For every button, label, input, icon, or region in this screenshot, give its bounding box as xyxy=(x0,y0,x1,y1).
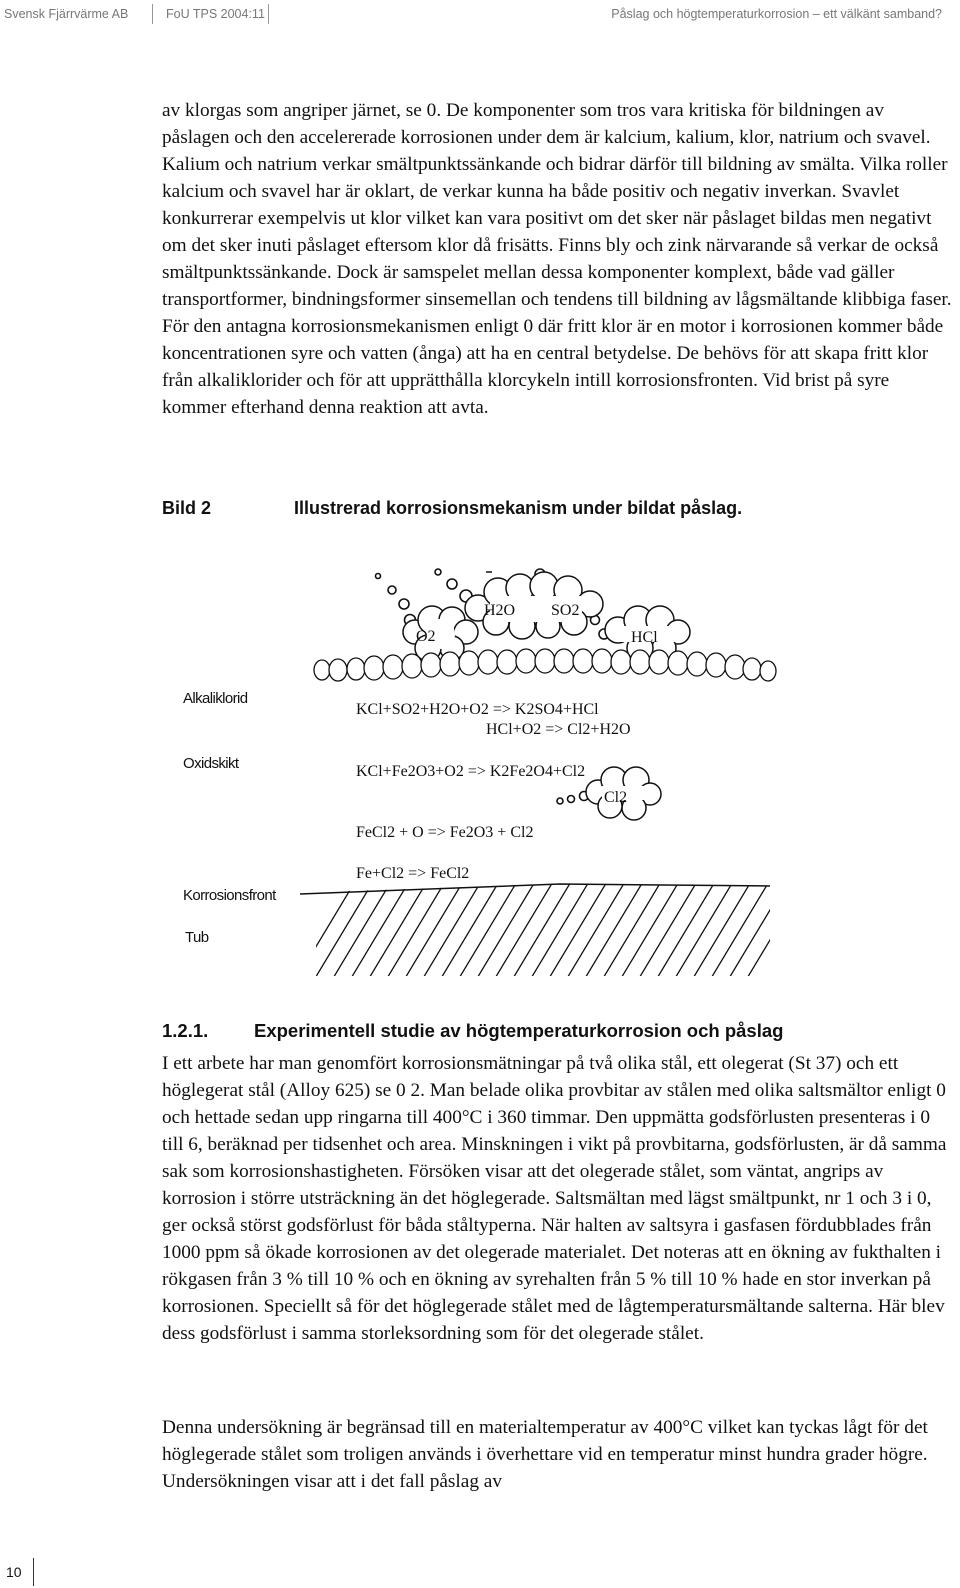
reaction-5: Fe+Cl2 => FeCl2 xyxy=(356,865,470,882)
gas-clouds xyxy=(403,572,690,820)
corrosion-front-line xyxy=(300,884,770,894)
section-title: Experimentell studie av högtemperaturkorrosion och påslag xyxy=(254,1020,784,1041)
reaction-4: FeCl2 + O => Fe2O3 + Cl2 xyxy=(356,824,534,841)
body-paragraph: Denna undersökning är begränsad till en materialtemperatur av 400°C vilket kan tyckas lågt för det höglegerade stålet som troligen används i överhettare vid en temperatur minst hundra grader högre. Undersökningen visar att i det fall påslag av xyxy=(162,1417,928,1492)
body-paragraph: av klorgas som angriper järnet, se 0. De komponenter som tros vara kritiska för bildningen av påslagen och den accelererade korrosionen under dem är kalcium, kalium, klor, natrium och svavel. Kalium och natrium verkar smältpunktssänkande och bidrar därför till bildning av smälta. Vilka roller kalcium och svavel har är oklart, de verkar kunna ha både positiv och negativ inverkan. Svavlet konkurrerar exempelvis ut klor vilket kan vara positivt om det sker när påslaget bildas men negativt om det sker inuti påslaget eftersom klor då frisätts. Finns bly och zink närvarande så verkar de också smältpunktssänkande. Dock är samspelet mellan dessa komponenter komplext, både vad gäller transportformer, bindningsformer sinsemellan och tendens till bildning av lågsmältande klibbiga faser. För den antagna korrosionsmekanismen enligt 0 där fritt klor är en motor i korrosionen kommer både koncentrationen syre och vatten (ånga) att ha en central betydelse. De behövs för att skapa fritt klor från alkaliklorider och för att upprätthålla klorcykeln intill korrosionsfronten. Vid brist på syre kommer efterhand denna reaktion att avta. xyxy=(162,100,952,418)
reaction-3: KCl+Fe2O3+O2 => K2Fe2O4+Cl2 xyxy=(356,763,586,780)
header-divider xyxy=(152,4,153,24)
header-title: Påslag och högtemperaturkorrosion – ett välkänt samband? xyxy=(611,7,942,21)
tube-hatching xyxy=(296,880,806,980)
layer-label-alkali: Alkaliklorid xyxy=(183,690,248,707)
figure-caption-text: Illustrerad korrosionsmekanism under bildat påslag. xyxy=(294,498,743,518)
corrosion-mechanism-figure xyxy=(0,540,960,1000)
header-divider xyxy=(268,4,269,24)
alkali-chloride-beads xyxy=(314,649,776,681)
body-paragraph: I ett arbete har man genomfört korrosionsmätningar på två olika stål, ett olegerat (St 37) och ett höglegerat stål (Alloy 625) se 0 2. Man belade olika provbitar av stålen med olika saltsmältor enligt 0 och hettade sedan upp ringarna till 400°C i 360 timmar. Den uppmätta godsförlusten presenteras i 0 till 6, beräknad per tidsenhet och area. Minskningen i vikt på provbitarna, godsförlusten, är då samma sak som korrosionshastigheten. Försöken visar att det olegerade stålet, som väntat, angrips av korrosion i större utsträckning än det höglegerade. Saltsmältan med lägst smältpunkt, nr 1 och 3 i 0, ger också störst godsförlust för båda ståltyperna. När halten av saltsyra i gasfasen fördubblades från 1000 ppm så ökade korrosionen av det olegerade materialet. Det noteras att en ökning av fukthalten i rökgasen från 3 % till 10 % och en ökning av syrehalten från 5 % till 10 % hade en stor inverkan på korrosionen. Speciellt så för det höglegerade stålet med de lågtemperatursmältande salterna. Här blev dess godsförlust i samma storleksordning som för det olegerade stålet. xyxy=(162,1053,947,1344)
header-org: Svensk Fjärrvärme AB xyxy=(4,7,129,21)
reaction-1: KCl+SO2+H2O+O2 => K2SO4+HCl xyxy=(356,701,599,718)
page-number: 10 xyxy=(6,1564,22,1580)
cloud-label-o2: O2 xyxy=(416,628,436,645)
figure-caption-label: Bild 2 xyxy=(162,498,212,518)
layer-label-front: Korrosionsfront xyxy=(183,887,276,904)
layer-label-tube: Tub xyxy=(185,929,209,946)
layer-label-oxide: Oxidskikt xyxy=(183,755,239,772)
header-report: FoU TPS 2004:11 xyxy=(166,7,265,21)
page-number-divider xyxy=(33,1558,34,1586)
reaction-2: HCl+O2 => Cl2+H2O xyxy=(486,721,631,738)
page-header xyxy=(0,4,960,26)
cloud-label-cl2: Cl2 xyxy=(604,789,628,806)
cloud-label-so2: SO2 xyxy=(551,602,580,619)
cloud-label-hcl: HCl xyxy=(631,629,658,646)
cloud-label-h2o: H2O xyxy=(484,602,516,619)
section-number: 1.2.1. xyxy=(162,1020,209,1041)
